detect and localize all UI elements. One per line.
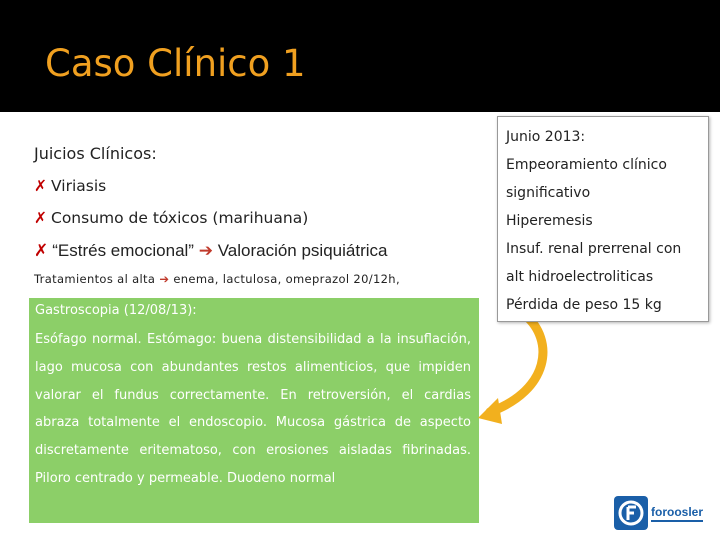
right-arrow-icon: ➔ — [159, 272, 170, 286]
logo-text: foroosler — [651, 505, 704, 519]
treatment-label: Tratamientos al alta — [34, 272, 156, 286]
junio-line: significativo — [506, 185, 591, 201]
gastroscopy-box — [29, 298, 479, 523]
item-text: Viriasis — [51, 177, 107, 195]
foroosler-logo — [614, 496, 706, 530]
diagnosis-item-toxicos — [34, 209, 308, 227]
junio-title: Junio 2013: — [506, 129, 586, 145]
junio-callout — [497, 116, 709, 322]
treatment-detail: enema, lactulosa, omeprazol 20/12h, — [173, 272, 400, 286]
diagnosis-item-estres — [34, 241, 387, 261]
junio-line: Pérdida de peso 15 kg — [506, 297, 662, 313]
gastroscopy-text: Esófago normal. Estómago: buena distensibilidad a la insuflación, lago mucosa con abundantes restos alimenticios, que impiden valorar el fundus correctamente. En retroversión, el cardias abraza totalmente el endoscopio. Mucosa gástrica de aspecto discretamente eritematoso, con erosiones aisladas fibrinadas. Piloro centrado y permeable. Duodeno normal — [35, 332, 471, 486]
slide-title: Caso Clínico 1 — [45, 42, 306, 85]
gastroscopy-title: Gastroscopia (12/08/13): — [35, 303, 197, 318]
juicios-label: Juicios Clínicos: — [34, 144, 157, 163]
cross-mark-icon: ✗ — [34, 209, 47, 227]
item-text-before: “Estrés emocional” — [52, 241, 194, 260]
diagnosis-item-viriasis — [34, 177, 106, 195]
item-text-after: Valoración psiquiátrica — [217, 241, 388, 260]
title-bar — [0, 0, 720, 112]
item-text: Consumo de tóxicos (marihuana) — [51, 209, 309, 227]
cross-mark-icon: ✗ — [34, 177, 47, 195]
junio-line: Empeoramiento clínico — [506, 157, 667, 173]
junio-line: alt hidroelectroliticas — [506, 269, 654, 285]
cross-mark-icon: ✗ — [34, 241, 49, 260]
right-arrow-icon: ➔ — [198, 241, 213, 260]
treatment-line — [34, 272, 474, 286]
junio-line: Hiperemesis — [506, 213, 593, 229]
junio-line: Insuf. renal prerrenal con — [506, 241, 682, 257]
